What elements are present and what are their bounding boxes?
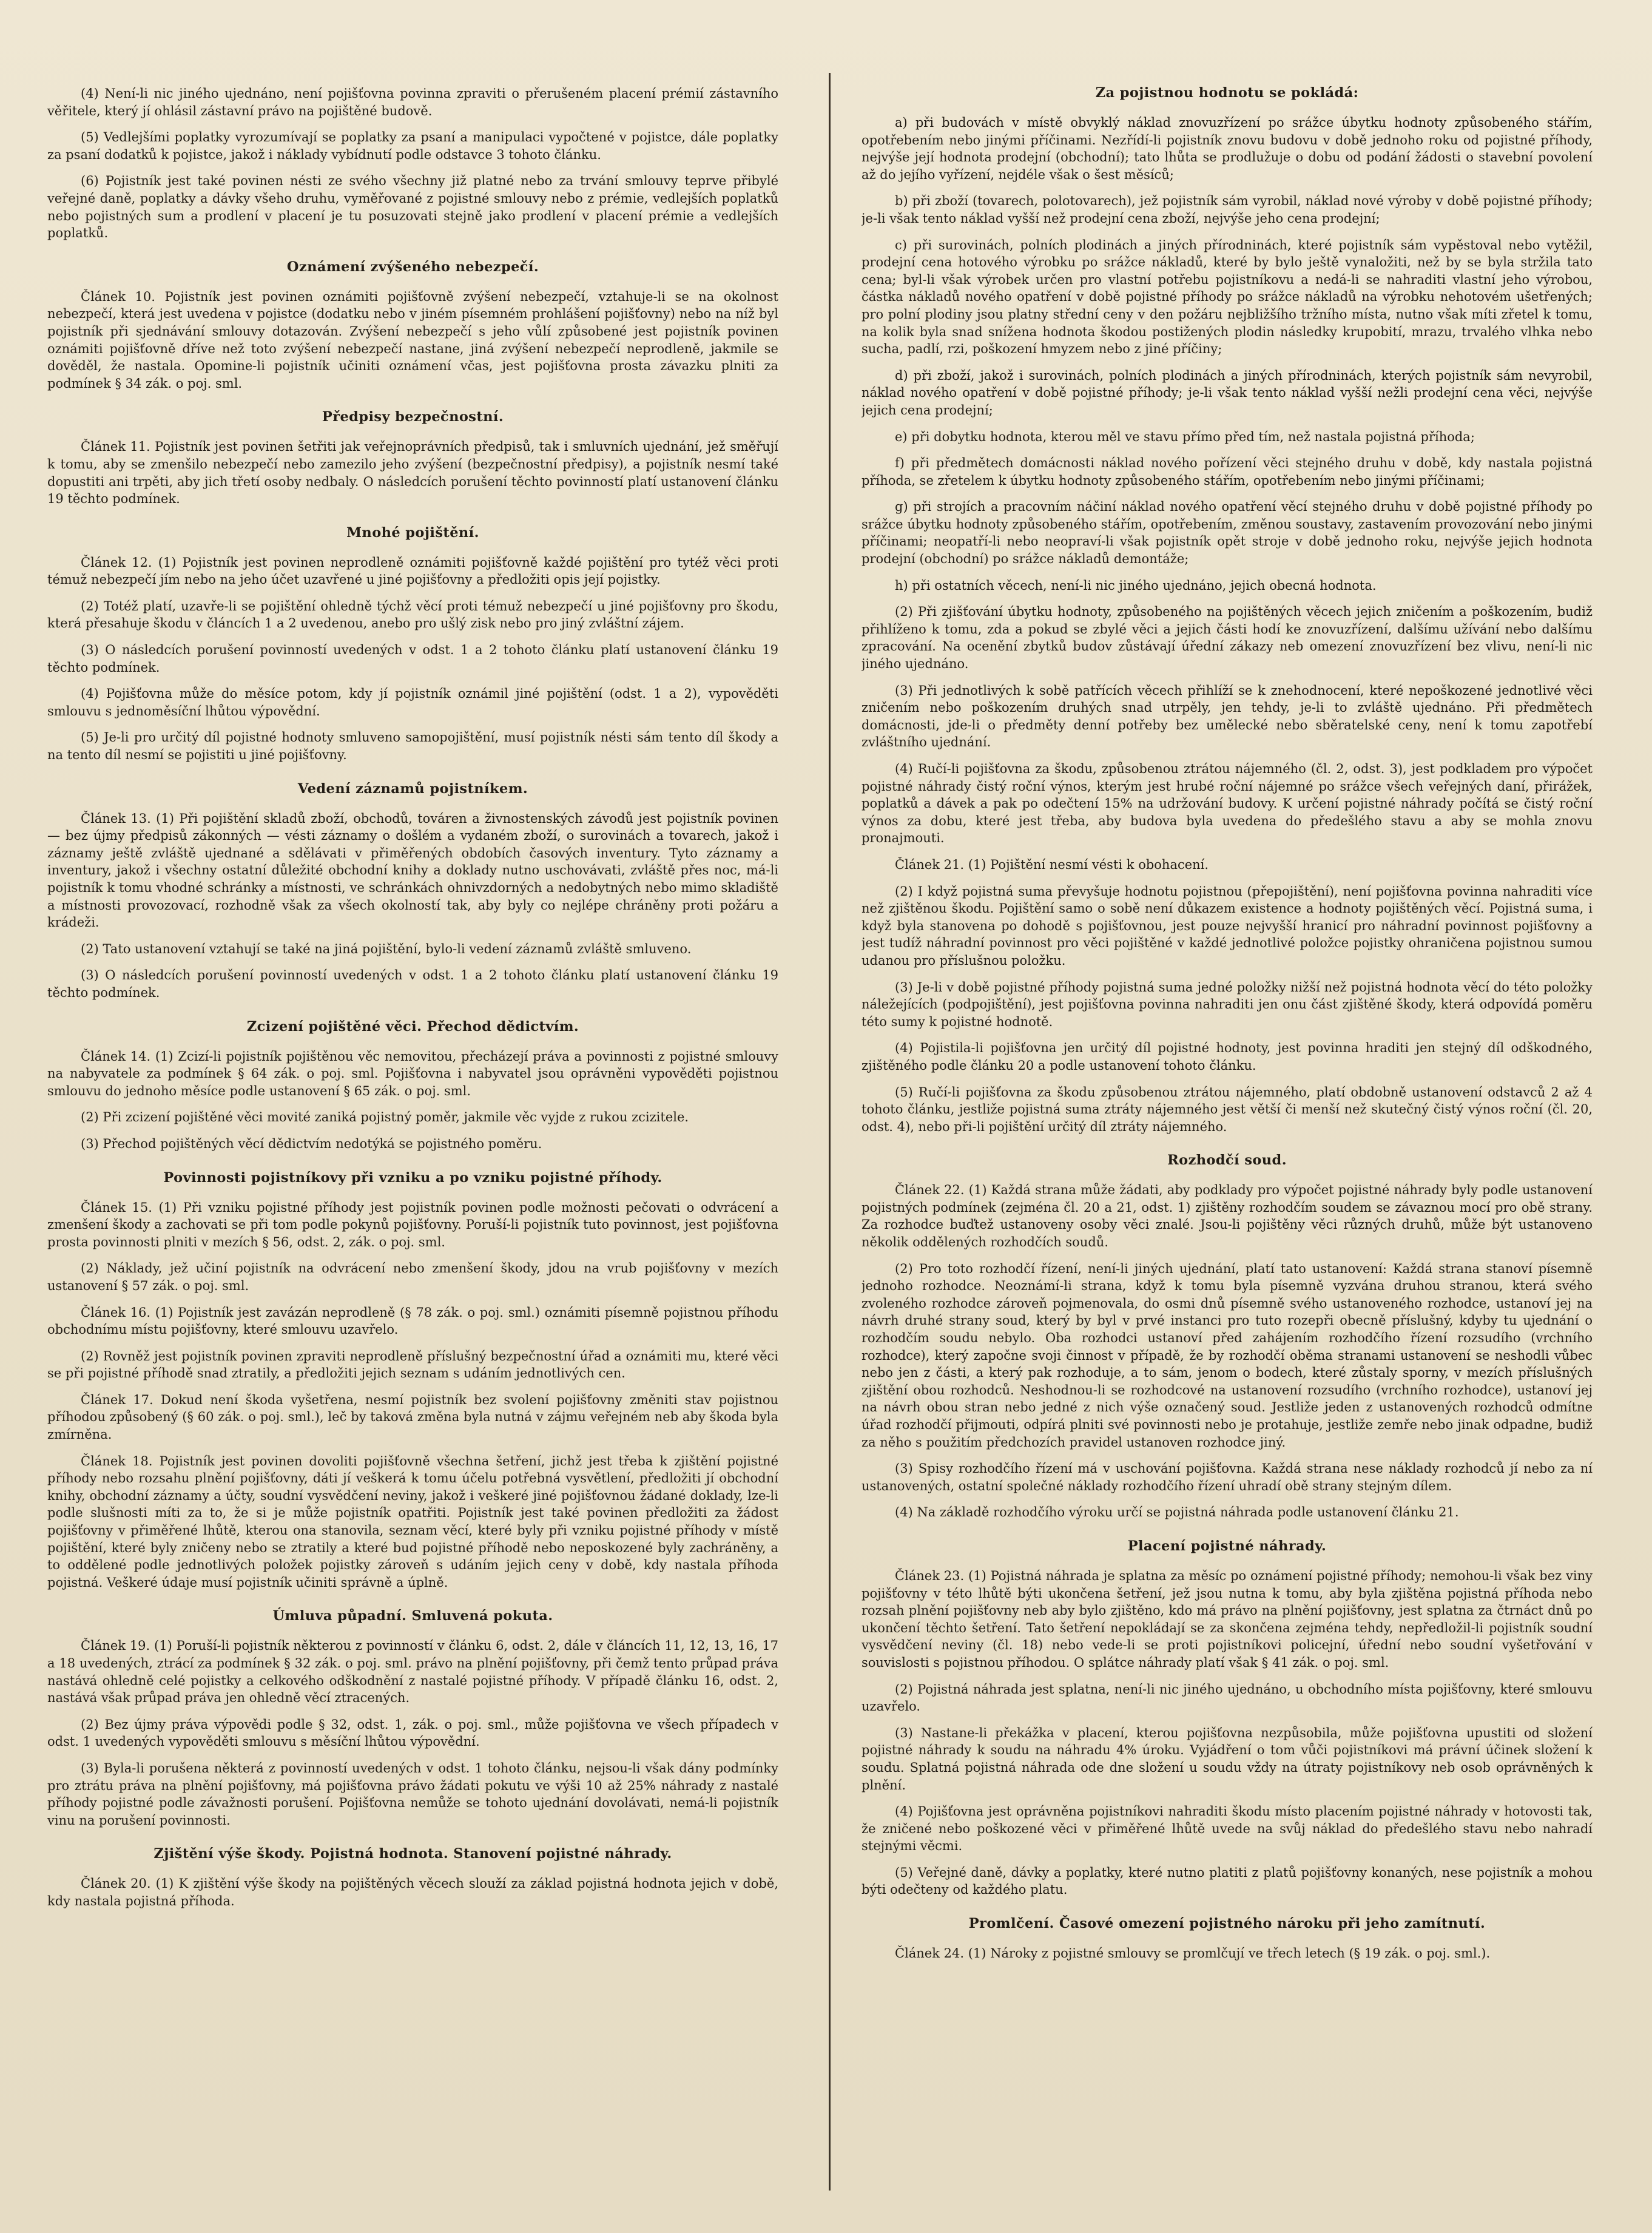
paragraph: (3) Přechod pojištěných věcí dědictvím nedotýká se pojistného poměru. xyxy=(81,1136,542,1151)
section-heading: Úmluva půpadní. Smluvená pokuta. xyxy=(272,1608,553,1624)
paragraph: (2) Náklady, jež učiní pojistník na odvrácení nebo zmenšení škody, jdou na vrub pojišťovny v mezích ustanovení § 57 zák. o poj. sml. xyxy=(47,1261,778,1293)
paragraph: (3) Je-li v době pojistné příhody pojistná suma jedné položky nižší než pojistná hodnota věcí do této položky náležejících (podpojištění), jest pojišťovna povinna nahraditi jen onu část zjištěné škody, která odpovídá poměru této sumy k pojistné hodnotě. xyxy=(861,979,1593,1029)
paragraph: Článek 14. (1) Zcizí-li pojistník pojištěnou věc nemovitou, přecházejí práva a povinnosti z pojistné smlouvy na nabyvatele za podmínek § 64 zák. o poj. sml. Pojišťovna i nabyvatel jsou oprávněni vypověděti pojistnou smlouvu do jednoho měsíce podle ustanovení § 65 zák. o poj. sml. xyxy=(47,1049,778,1098)
paragraph: (2) Rovněž jest pojistník povinen zpraviti neprodleně příslušný bezpečnostní úřad a oznámiti mu, které věci se při pojistné příhodě snad ztratily, a předložiti jejich seznam s udáním jednotlivých cen. xyxy=(47,1348,778,1381)
paragraph: h) při ostatních věcech, není-li nic jiného ujednáno, jejich obecná hodnota. xyxy=(895,578,1377,593)
paragraph: (5) Je-li pro určitý díl pojistné hodnoty smluveno samopojištění, musí pojistník nésti sám tento díl škody a na tento díl nesmí se pojistiti u jiné pojišťovny. xyxy=(47,730,778,763)
paragraph: a) při budovách v místě obvyklý náklad znovuzřízení po srážce úbytku hodnoty způsobeného stářím, opotřebením nebo jinými příčinami. Nezřídí-li pojistník znovu budovu v době jednoho roku od pojistné příhody, nejvýše její hodnota prodejní (obchodní); tato lhůta se prodlužuje o dobu od podání žádosti o stavební povolení až do jejího vyřízení, nejdéle však o šest měsíců; xyxy=(861,115,1593,182)
section-heading: Placení pojistné náhrady. xyxy=(1127,1538,1327,1554)
paragraph: (6) Pojistník jest také povinen nésti ze svého všechny již platné nebo za trvání smlouvy teprve přibylé veřejné daně, poplatky a dávky všeho druhu, vyměřované z pojistné smlouvy nebo z prémie, vedlejších poplatků nebo pojistných sum a prodlení v placení je tu posuzovati stejně jako prodlení v placení prémie a vedlejších poplatků. xyxy=(47,174,778,241)
paragraph: (2) Totéž platí, uzavře-li se pojištění ohledně týchž věcí proti témuž nebezpečí u jiné pojišťovny pro škodu, která přesahuje škodu v článcích 1 a 2 uvedenou, anebo pro ušlý zisk nebo pro jiný zvláštní zájem. xyxy=(47,598,778,631)
paragraph: Článek 16. (1) Pojistník jest zavázán neprodleně (§ 78 zák. o poj. sml.) oznámiti písemně pojistnou příhodu obchodnímu místu pojišťovny, které smlouvu uzavřelo. xyxy=(47,1305,778,1337)
paragraph: (2) I když pojistná suma převyšuje hodnotu pojistnou (přepojištění), není pojišťovna povinna nahraditi více než zjištěnou škodu. Pojištění samo o sobě není důkazem existence a hodnoty pojištěných věcí. Pojistná suma, i když byla stanovena po dohodě s pojišťovnou, jest pouze nejvyšší hranicí pro náhradní povinnost pojišťovny a jest tudíž náhradní povinnost pro věci pojištěné v každé jednotlivé položce pojistky ohraničena pojistnou sumou udanou pro příslušnou položku. xyxy=(861,883,1593,968)
left-column xyxy=(47,85,778,2191)
paragraph: c) při surovinách, polních plodinách a jiných přírodninách, které pojistník sám vypěstoval nebo vytěžil, prodejní cena hotového výrobku po srážce nákladů, které by bylo ještě vynaložiti, než by se byla stržila tato cena; byl-li však výrobek určen pro vlastní potřebu pojistníkovu a nedá-li se nahraditi vlastní jeho výrobou, částka nákladů nového opatření v době pojistné příhody po srážce nákladů na výrobku nehotovém ušetřených; pro polní plodiny jsou platny střední ceny v den požáru nejbližšího tržního místa, nutno však míti zřetel k tomu, na kolik byla snad snížena hodnota škodou postižených plodin následky krupobití, mrazu, trvalého vlhka nebo sucha, padlí, rzi, poškození hmyzem nebo z jiné příčiny; xyxy=(861,237,1593,357)
paragraph: (3) Byla-li porušena některá z povinností uvedených v odst. 1 tohoto článku, nejsou-li však dány podmínky pro ztrátu práva na plnění pojišťovny, má pojišťovna právo žádati pokutu ve výši 10 až 25% náhrady z nastalé příhody pojistné podle závažnosti porušení. Pojišťovna nemůže se tohoto ujednání dovolávati, nemá-li pojistník vinu na porušení povinnosti. xyxy=(47,1760,778,1828)
paragraph: (2) Bez újmy práva výpovědi podle § 32, odst. 1, zák. o poj. sml., může pojišťovna ve všech případech v odst. 1 uvedených vypověděti smlouvu s měsíční lhůtou výpovědní. xyxy=(47,1717,778,1749)
section-heading: Mnohé pojištění. xyxy=(346,524,479,541)
paragraph: (5) Veřejné daně, dávky a poplatky, které nutno platiti z platů pojišťovny konaných, nese pojistník a mohou býti odečteny od každého platu. xyxy=(861,1865,1593,1897)
paragraph: Článek 23. (1) Pojistná náhrada je splatna za měsíc po oznámení pojistné příhody; nemohou-li však bez viny pojišťovny v této lhůtě býti ukončena šetření, jež jsou nutna k tomu, aby byla zjištěna pojistná příhoda nebo rozsah plnění pojišťovny neb aby bylo zjištěno, kdo má právo na plnění pojišťovny, jest splatna za čtrnáct dnů po ukončení těchto šetření. Tato šetření nepokládají se za skončena zejména tehdy, nepředložil-li pojistník soudní vysvědčení neviny (čl. 18) nebo vede-li se proti pojistníkovi policejní, úřední nebo soudní vyšetřování v souvislosti s pojistnou příhodou. O splátce náhrady platí však § 41 zák. o poj. sml. xyxy=(861,1568,1593,1670)
paragraph: Článek 19. (1) Poruší-li pojistník některou z povinností v článku 6, odst. 2, dále v článcích 11, 12, 13, 16, 17 a 18 uvedených, ztrácí za podmínek § 32 zák. o poj. sml. právo na plnění pojišťovny, při čemž tento průpad práva nastává ohledně celé pojistky a celkového odškodnění z nastalé pojistné příhody. V případě článku 16, odst. 2, nastává však průpad práva jen ohledně věcí ztracených. xyxy=(47,1638,778,1706)
paragraph: Článek 18. Pojistník jest povinen dovoliti pojišťovně všechna šetření, jichž jest třeba k zjištění pojistné příhody nebo rozsahu plnění pojišťovny, dáti jí veškerá k tomu účelu potřebná vysvětlení, předložiti jí obchodní knihy, obchodní záznamy a účty, soudní vysvědčení neviny, jakož i veškeré jiné pojišťovnou žádané doklady, lze-li podle slušnosti míti za to, že si je může pojistník opatřiti. Pojistník jest také povinen předložiti za žádost pojišťovny v přiměřené lhůtě, kterou ona stanovila, seznam věcí, které byly při vzniku pojistné příhody v místě pojištění, které byly zničeny nebo se ztratily a které bud pojistné příhodě nebo neposkozené byly zachráněny, a to oddělené podle jednotlivých položek pojistky zároveň s udáním jejich ceny v době, kdy nastala příhoda pojistná. Veškeré údaje musí pojistník učiniti správně a úplně. xyxy=(47,1453,778,1590)
paragraph: (5) Ručí-li pojišťovna za škodu způsobenou ztrátou nájemného, platí obdobně ustanovení odstavců 2 až 4 tohoto článku, jestliže pojistná suma ztráty nájemného jest větší či menší než skutečný čistý výnos roční (čl. 20, odst. 4), nebo při-li pojištění určitý díl ztráty nájemného. xyxy=(861,1084,1593,1134)
paragraph: (2) Při zjišťování úbytku hodnoty, způsobeného na pojištěných věcech jejich zničením a poškozením, budiž přihlíženo k tomu, zda a pokud se zbylé věci a jejich části hodí ke znovuzřízení, dalšímu užívání nebo dalšímu zpracování. Na ocenění zbytků budov zůstávají úřední zákazy neb omezení znovuzřízení bez vlivu, není-li nic jiného ujednáno. xyxy=(861,604,1593,672)
section-heading: Vedení záznamů pojistníkem. xyxy=(297,780,528,797)
paragraph: b) při zboží (tovarech, polotovarech), jež pojistník sám vyrobil, náklad nové výroby v době pojistné příhody; je-li však tento náklad vyšší než prodejní cena zboží, nejvýše jeho cena prodejní; xyxy=(861,194,1593,226)
paragraph: (4) Pojistila-li pojišťovna jen určitý díl pojistné hodnoty, jest povinna hraditi jen stejný díl odškodného, zjištěného podle článku 20 a podle ustanovení tohoto článku. xyxy=(861,1041,1593,1073)
section-heading: Předpisy bezpečnostní. xyxy=(322,409,504,425)
paragraph: Článek 13. (1) Při pojištění skladů zboží, obchodů, továren a živnostenských závodů jest pojistník povinen — bez újmy předpisů zákonných — vésti záznamy o došlém a vydaném zboží, o surovinách a tovarech, jakož i záznamy ještě zvláště ujednané a sdělávati v přiměřených obdobích časových inventury. Tyto záznamy a inventury, jakož i všechny ostatní důležité obchodní knihy a doklady nutno uschovávati, zvláště přes noc, má-li pojistník k tomu vhodné schránky a místnosti, ve schránkách ohnivzdorných a nedobytných nebo mimo skladiště a místnosti provozovací, rozhodně však za všech okolností tak, aby byly co nejlépe chráněny proti požáru a krádeži. xyxy=(47,811,778,930)
paragraph: (2) Tato ustanovení vztahují se také na jiná pojištění, bylo-li vedení záznamů zvláště smluveno. xyxy=(81,941,692,956)
paragraph: (3) O následcích porušení povinností uvedených v odst. 1 a 2 tohoto článku platí ustanovení článku 19 těchto podmínek. xyxy=(47,968,778,1000)
paragraph: (4) Pojišťovna může do měsíce potom, kdy jí pojistník oznámil jiné pojištění (odst. 1 a 2), vypověděti smlouvu s jednoměsíční lhůtou výpovědní. xyxy=(47,686,778,718)
paragraph: (3) O následcích porušení povinností uvedených v odst. 1 a 2 tohoto článku platí ustanovení článku 19 těchto podmínek. xyxy=(47,643,778,675)
paragraph: Článek 20. (1) K zjištění výše škody na pojištěných věcech slouží za základ pojistná hodnota jejich v době, kdy nastala pojistná příhoda. xyxy=(47,1876,778,1908)
section-heading: Zcizení pojištěné věci. Přechod dědictvím. xyxy=(246,1018,579,1035)
section-heading: Za pojistnou hodnotu se pokládá: xyxy=(1095,85,1359,101)
paragraph: (4) Ručí-li pojišťovna za škodu, způsobenou ztrátou nájemného (čl. 2, odst. 3), jest podkladem pro výpočet pojistné náhrady čistý roční výnos, kterým jest hrubé roční nájemné po srážce všech veřejných daní, přirážek, poplatků a dávek a pak po odečtení 15% na udržování budovy. K určení pojistné náhrady počítá se čistý roční výnos za dobu, které jest třeba, aby budova byla uvedena do předešlého stavu a aby se mohla znovu pronajmouti. xyxy=(861,762,1593,846)
column-divider xyxy=(829,73,831,2191)
paragraph: d) při zboží, jakož i surovinách, polních plodinách a jiných přírodninách, kterých pojistník sám nevyrobil, náklad nového opatření v době pojistné příhody; je-li však tento náklad vyšší nežli prodejní cena věci, nejvýše jejich cena prodejní; xyxy=(861,368,1593,417)
paragraph: g) při strojích a pracovním náčiní náklad nového opatření věcí stejného druhu v době pojistné příhody po srážce úbytku hodnoty způsobeného stářím, opotřebením, změnou soustavy, zastavením provozování nebo jinými příčinami; neopatří-li nebo neopraví-li však pojistník opět stroje v době jednoho roku, nejvýše jejich hodnota prodejní (obchodní) po srážce nákladů demontáže; xyxy=(861,499,1593,567)
section-heading: Oznámení zvýšeného nebezpečí. xyxy=(286,258,539,275)
paragraph: (3) Nastane-li překážka v placení, kterou pojišťovna nezpůsobila, může pojišťovna upustiti od složení pojistné náhrady k soudu na náhradu 4% úroku. Vyjádření o tom vůči pojistníkovi má právní účinek složení k soudu. Splatná pojistná náhrada ode dne složení u soudu vždy na útraty pojistníkovy neb osob oprávněných k plnění. xyxy=(861,1725,1593,1792)
paragraph: Článek 24. (1) Nároky z pojistné smlouvy se promlčují ve třech letech (§ 19 zák. o poj. sml.). xyxy=(895,1946,1491,1961)
section-heading: Promlčení. Časové omezení pojistného nároku při jeho zamítnutí. xyxy=(968,1916,1486,1932)
paragraph: (2) Pojistná náhrada jest splatna, není-li nic jiného ujednáno, u obchodního místa pojišťovny, které smlouvu uzavřelo. xyxy=(861,1681,1593,1714)
paragraph: (3) Spisy rozhodčího řízení má v uschování pojišťovna. Každá strana nese náklady rozhodců jí nebo za ní ustanovených, ostatní společné náklady rozhodčího řízení uhradí obě strany stejným dílem. xyxy=(861,1461,1593,1493)
paragraph: (4) Pojišťovna jest oprávněna pojistníkovi nahraditi škodu místo placením pojistné náhrady v hotovosti tak, že zničené nebo poškozené věci v přiměřené lhůtě uvede na svůj náklad do předešlého stavu nebo nahradí stejnými věcmi. xyxy=(861,1804,1593,1854)
paragraph: f) při předmětech domácnosti náklad nového pořízení věci stejného druhu v době, kdy nastala pojistná příhoda, se zřetelem k úbytku hodnoty způsobeného stářím, opotřebením nebo jinými příčinami; xyxy=(861,456,1593,488)
paragraph: Článek 22. (1) Každá strana může žádati, aby podklady pro výpočet pojistné náhrady byly podle ustanovení pojistných podmínek (zejména čl. 20 a 21, odst. 1) zjištěny rozhodčím soudem se závaznou mocí pro obě strany. Za rozhodce buďtež ustanoveny osoby věci znalé. Jsou-li pojištěny věci různých druhů, může být ustanoveno několik oddělených rozhodčích soudů. xyxy=(861,1183,1593,1250)
paragraph: (5) Vedlejšími poplatky vyrozumívají se poplatky za psaní a manipulaci vypočtené v pojistce, dále poplatky za psaní dodatků k pojistce, jakož i náklady vybídnutí podle odstavce 3 tohoto článku. xyxy=(47,130,778,162)
right-column xyxy=(861,85,1593,2191)
paragraph: Článek 11. Pojistník jest povinen šetřiti jak veřejnoprávních předpisů, tak i smluvních ujednání, jež směřují k tomu, aby se zmenšilo nebezpečí nebo zamezilo jeho zvýšení (bezpečnostní předpisy), a pojistník nesmí také dopustiti ani trpěti, aby jich třetí osoby nedbaly. O následcích porušení těchto povinností platí ustanovení článku 19 těchto podmínek. xyxy=(47,439,778,507)
paragraph: (2) Při zcizení pojištěné věci movité zaniká pojistný poměr, jakmile věc vyjde z rukou zcizitele. xyxy=(81,1110,689,1125)
paragraph: (4) Není-li nic jiného ujednáno, není pojišťovna povinna zpraviti o přerušeném placení prémií zástavního věřitele, který jí ohlásil zástavní právo na pojištěné budově. xyxy=(47,86,778,118)
section-heading: Zjištění výše škody. Pojistná hodnota. Stanovení pojistné náhrady. xyxy=(153,1846,672,1862)
paragraph: Článek 12. (1) Pojistník jest povinen neprodleně oznámiti pojišťovně každé pojištění pro tytéž věci proti témuž nebezpečí jím nebo na jeho účet uzavřené u jiné pojišťovny a předložiti opis její pojistky. xyxy=(47,555,778,587)
paragraph: (3) Při jednotlivých k sobě patřících věcech přihlíží se k znehodnocení, které nepoškozené jednotlivé věci zničením nebo poškozením druhých snad utrpěly, jen tehdy, je-li to zvláště ujednáno. Při předmětech domácnosti, jde-li o předměty denní potřeby bez umělecké nebo sběratelské ceny, není k tomu zapotřebí zvláštního ujednání. xyxy=(861,683,1593,750)
paragraph: Článek 21. (1) Pojištění nesmí vésti k obohacení. xyxy=(895,857,1209,872)
paragraph: e) při dobytku hodnota, kterou měl ve stavu přímo před tím, než nastala pojistná příhoda; xyxy=(895,429,1475,444)
paragraph: Článek 15. (1) Při vzniku pojistné příhody jest pojistník povinen podle možnosti pečovati o odvrácení a zmenšení škody a zachovati se při tom podle pokynů pojišťovny. Poruší-li pojistník tuto povinnost, jest pojišťovna prosta povinnosti plniti v mezích § 56, odst. 2, zák. o poj. sml. xyxy=(47,1200,778,1249)
paragraph: (4) Na základě rozhodčího výroku určí se pojistná náhrada podle ustanovení článku 21. xyxy=(895,1505,1459,1520)
paragraph: (2) Pro toto rozhodčí řízení, není-li jiných ujednání, platí tato ustanovení: Každá strana stanoví písemně jednoho rozhodce. Neoznámí-li strana, když k tomu byla písemně vyzvána druhou stranou, která svého zvoleného rozhodce zároveň pojmenovala, do osmi dnů písemně svého ustanoveného rozhodce, ustanoví jej na návrh druhé strany soud, který by byl v prvé instanci pro tuto rozepři obecně příslušný, kdyby tu ujednání o rozhodčím soudu nebylo. Oba rozhodci ustanoví před zahájením rozhodčího řízení rozsudího (vrchního rozhodce), který započne svoji činnost v případě, že by rozhodčí oběma stranami ustanovení se neshodli vůbec nebo jen z části, a který pak rozhoduje, a to sám, jenom o bodech, které zůstaly sporny, v mezích příslušných zjištění obou rozhodců. Neshodnou-li se rozhodcové na ustanovení rozsudího (vrchního rozhodce), ustanoví jej na návrh obou stran nebo jedné z nich výše označený soud. Jestliže jeden z ustanovených rozhodců odmítne úřad rozhodčí přijmouti, odpírá plniti své povinnosti nebo je protahuje, jestliže zemře nebo jinak odpadne, budiž za něho s použitím předchozích pravidel ustanoven rozhodce jiný. xyxy=(861,1261,1593,1450)
paragraph: Článek 10. Pojistník jest povinen oznámiti pojišťovně zvýšení nebezpečí, vztahuje-li se na okolnost nebezpečí, která jest uvedena v pojistce (dodatku nebo v jiném písemném prohlášení pojišťovny) nebo na níž byl pojistník při sjednávání smlouvy dotazován. Zvýšení nebezpečí s jeho vůlí způsobené jest pojistník povinen oznámiti pojišťovně dříve než toto zvýšení nebezpečí nastane, jiná zvýšení nebezpečí neprodleně, jakmile se dověděl, že nastala. Opomine-li pojistník učiniti oznámení včas, jest pojišťovna prosta závazku plniti za podmínek § 34 zák. o poj. sml. xyxy=(47,289,778,391)
section-heading: Povinnosti pojistníkovy při vzniku a po vzniku pojistné příhody. xyxy=(163,1169,662,1186)
section-heading: Rozhodčí soud. xyxy=(1167,1152,1287,1169)
paragraph: Článek 17. Dokud není škoda vyšetřena, nesmí pojistník bez svolení pojišťovny změniti stav pojistnou příhodou způsobený (§ 60 zák. o poj. sml.), leč by taková změna byla nutná v zájmu veřejném neb aby škoda byla zmírněna. xyxy=(47,1392,778,1442)
